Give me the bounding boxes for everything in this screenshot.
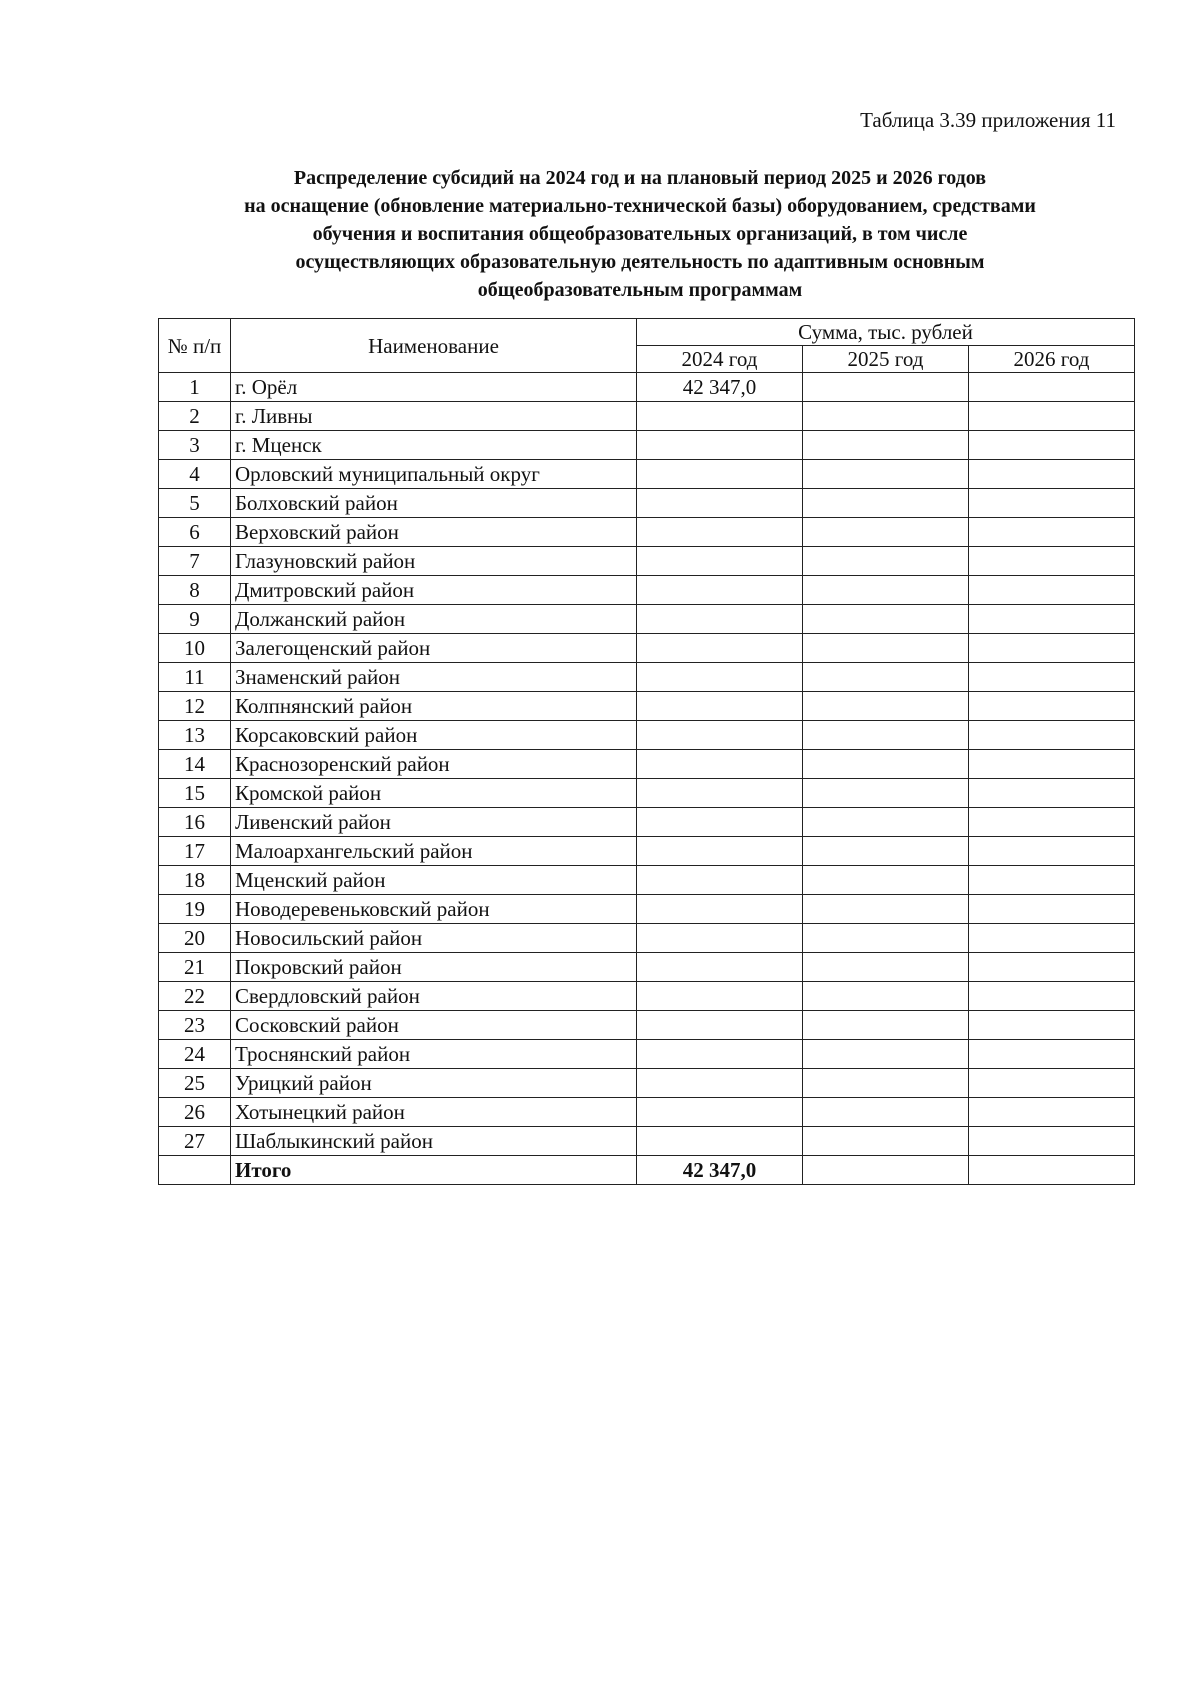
row-value-2025 (803, 431, 969, 460)
title-line: Распределение субсидий на 2024 год и на плановый период 2025 и 2026 годов (293, 167, 987, 189)
table-row (159, 402, 1135, 431)
row-number: 14 (159, 750, 231, 779)
table-row (159, 547, 1135, 576)
row-name: Колпнянский район (231, 692, 637, 721)
row-name: Орловский муниципальный округ (231, 460, 637, 489)
row-value-2026 (969, 460, 1135, 489)
row-value-2025 (803, 605, 969, 634)
row-value-2024 (637, 1011, 803, 1040)
row-value-2024 (637, 1040, 803, 1069)
title-line: на оснащение (обновление материально-технической базы) оборудованием, средствами (244, 195, 1036, 217)
row-value-2024 (637, 692, 803, 721)
row-value-2024 (637, 518, 803, 547)
row-value-2025 (803, 953, 969, 982)
row-value-2024 (637, 489, 803, 518)
row-value-2026 (969, 1069, 1135, 1098)
row-name: Верховский район (231, 518, 637, 547)
row-value-2025 (803, 1127, 969, 1156)
table-row (159, 1040, 1135, 1069)
row-value-2026 (969, 924, 1135, 953)
row-value-2025 (803, 692, 969, 721)
row-name: Знаменский район (231, 663, 637, 692)
row-value-2025 (803, 721, 969, 750)
total-row (159, 1156, 1135, 1185)
row-value-2026 (969, 982, 1135, 1011)
table-row (159, 982, 1135, 1011)
row-value-2026 (969, 895, 1135, 924)
total-2026 (969, 1156, 1135, 1185)
row-value-2026 (969, 837, 1135, 866)
row-number: 20 (159, 924, 231, 953)
table-row (159, 518, 1135, 547)
row-value-2025 (803, 373, 969, 402)
row-value-2026 (969, 1098, 1135, 1127)
table-row (159, 663, 1135, 692)
row-name: Краснозоренский район (231, 750, 637, 779)
row-number: 18 (159, 866, 231, 895)
row-name: Должанский район (231, 605, 637, 634)
row-number: 2 (159, 402, 231, 431)
total-label: Итого (231, 1156, 637, 1185)
row-value-2026 (969, 373, 1135, 402)
row-value-2024 (637, 982, 803, 1011)
row-name: Ливенский район (231, 808, 637, 837)
header-year-2025: 2025 год (803, 346, 969, 373)
header-year-2024: 2024 год (637, 346, 803, 373)
row-value-2026 (969, 953, 1135, 982)
row-value-2024 (637, 663, 803, 692)
table-row (159, 1098, 1135, 1127)
row-value-2025 (803, 547, 969, 576)
row-number: 24 (159, 1040, 231, 1069)
table-row (159, 895, 1135, 924)
row-value-2024 (637, 866, 803, 895)
subsidy-distribution-table (158, 318, 1135, 1185)
header-number: № п/п (159, 319, 231, 373)
row-value-2025 (803, 779, 969, 808)
row-name: Новодеревеньковский район (231, 895, 637, 924)
row-value-2026 (969, 663, 1135, 692)
row-value-2025 (803, 808, 969, 837)
row-value-2026 (969, 518, 1135, 547)
row-number: 27 (159, 1127, 231, 1156)
row-name: г. Орёл (231, 373, 637, 402)
row-name: Мценский район (231, 866, 637, 895)
row-name: г. Мценск (231, 431, 637, 460)
table-row (159, 634, 1135, 663)
row-value-2024 (637, 1098, 803, 1127)
row-name: Шаблыкинский район (231, 1127, 637, 1156)
row-name: Покровский район (231, 953, 637, 982)
row-value-2026 (969, 1011, 1135, 1040)
row-number: 8 (159, 576, 231, 605)
row-name: г. Ливны (231, 402, 637, 431)
row-number: 4 (159, 460, 231, 489)
table-row (159, 1069, 1135, 1098)
row-value-2024 (637, 634, 803, 663)
row-value-2026 (969, 547, 1135, 576)
row-name: Болховский район (231, 489, 637, 518)
row-value-2024 (637, 1127, 803, 1156)
row-value-2026 (969, 750, 1135, 779)
row-value-2024 (637, 750, 803, 779)
row-value-2025 (803, 1040, 969, 1069)
row-value-2025 (803, 489, 969, 518)
header-name: Наименование (231, 319, 637, 373)
row-value-2024 (637, 1069, 803, 1098)
table-row (159, 431, 1135, 460)
row-number: 25 (159, 1069, 231, 1098)
row-value-2026 (969, 634, 1135, 663)
row-value-2026 (969, 576, 1135, 605)
title-line: общеобразовательным программам (477, 279, 803, 301)
title-line: обучения и воспитания общеобразовательных организаций, в том числе (312, 223, 968, 245)
total-2025 (803, 1156, 969, 1185)
row-number: 5 (159, 489, 231, 518)
row-number: 16 (159, 808, 231, 837)
row-name: Малоархангельский район (231, 837, 637, 866)
row-value-2026 (969, 402, 1135, 431)
row-name: Хотынецкий район (231, 1098, 637, 1127)
row-number: 13 (159, 721, 231, 750)
row-value-2025 (803, 663, 969, 692)
row-value-2025 (803, 982, 969, 1011)
row-value-2024 (637, 460, 803, 489)
row-number: 11 (159, 663, 231, 692)
row-value-2025 (803, 866, 969, 895)
table-row (159, 721, 1135, 750)
row-value-2024 (637, 808, 803, 837)
table-row (159, 953, 1135, 982)
row-value-2026 (969, 692, 1135, 721)
row-number: 15 (159, 779, 231, 808)
row-value-2024 (637, 605, 803, 634)
row-value-2026 (969, 431, 1135, 460)
row-number: 17 (159, 837, 231, 866)
row-value-2025 (803, 634, 969, 663)
row-number: 7 (159, 547, 231, 576)
row-number: 26 (159, 1098, 231, 1127)
row-value-2024 (637, 837, 803, 866)
row-value-2026 (969, 866, 1135, 895)
row-value-2025 (803, 460, 969, 489)
row-name: Кромской район (231, 779, 637, 808)
table-row (159, 808, 1135, 837)
row-number: 22 (159, 982, 231, 1011)
row-value-2024 (637, 576, 803, 605)
row-name: Залегощенский район (231, 634, 637, 663)
row-number: 23 (159, 1011, 231, 1040)
row-value-2026 (969, 808, 1135, 837)
table-total (159, 1156, 1135, 1185)
row-name: Троснянский район (231, 1040, 637, 1069)
row-value-2025 (803, 1069, 969, 1098)
row-value-2026 (969, 1127, 1135, 1156)
table-row (159, 750, 1135, 779)
row-value-2025 (803, 1098, 969, 1127)
row-number: 6 (159, 518, 231, 547)
row-name: Сосковский район (231, 1011, 637, 1040)
row-number: 19 (159, 895, 231, 924)
table-body (159, 373, 1135, 1156)
row-value-2025 (803, 576, 969, 605)
row-value-2024: 42 347,0 (637, 373, 803, 402)
table-row (159, 1127, 1135, 1156)
row-value-2024 (637, 924, 803, 953)
row-value-2024 (637, 953, 803, 982)
row-number: 10 (159, 634, 231, 663)
row-value-2024 (637, 895, 803, 924)
total-2024: 42 347,0 (637, 1156, 803, 1185)
row-value-2026 (969, 1040, 1135, 1069)
row-number: 9 (159, 605, 231, 634)
row-number: 21 (159, 953, 231, 982)
row-number: 3 (159, 431, 231, 460)
row-value-2026 (969, 721, 1135, 750)
row-name: Дмитровский район (231, 576, 637, 605)
document-title (150, 164, 1130, 304)
row-name: Корсаковский район (231, 721, 637, 750)
row-name: Урицкий район (231, 1069, 637, 1098)
row-number: 12 (159, 692, 231, 721)
row-value-2026 (969, 779, 1135, 808)
table-row (159, 373, 1135, 402)
header-year-2026: 2026 год (969, 346, 1135, 373)
table-header (159, 319, 1135, 373)
row-value-2025 (803, 895, 969, 924)
row-name: Свердловский район (231, 982, 637, 1011)
row-value-2026 (969, 489, 1135, 518)
table-row (159, 837, 1135, 866)
header-sum: Сумма, тыс. рублей (637, 319, 1135, 346)
total-number-cell (159, 1156, 231, 1185)
header-row (159, 319, 1135, 346)
table-row (159, 1011, 1135, 1040)
row-value-2024 (637, 547, 803, 576)
row-value-2025 (803, 750, 969, 779)
row-value-2025 (803, 924, 969, 953)
row-value-2024 (637, 779, 803, 808)
table-row (159, 576, 1135, 605)
row-value-2024 (637, 721, 803, 750)
appendix-reference: Таблица 3.39 приложения 11 (860, 108, 1116, 132)
table-row (159, 460, 1135, 489)
row-value-2025 (803, 402, 969, 431)
row-name: Глазуновский район (231, 547, 637, 576)
table-row (159, 866, 1135, 895)
row-number: 1 (159, 373, 231, 402)
table-row (159, 779, 1135, 808)
row-value-2025 (803, 518, 969, 547)
row-value-2025 (803, 1011, 969, 1040)
table-row (159, 924, 1135, 953)
row-value-2024 (637, 402, 803, 431)
table-row (159, 605, 1135, 634)
row-value-2024 (637, 431, 803, 460)
table-row (159, 489, 1135, 518)
row-name: Новосильский район (231, 924, 637, 953)
title-line: осуществляющих образовательную деятельность по адаптивным основным (295, 251, 985, 273)
table-row (159, 692, 1135, 721)
row-value-2025 (803, 837, 969, 866)
row-value-2026 (969, 605, 1135, 634)
